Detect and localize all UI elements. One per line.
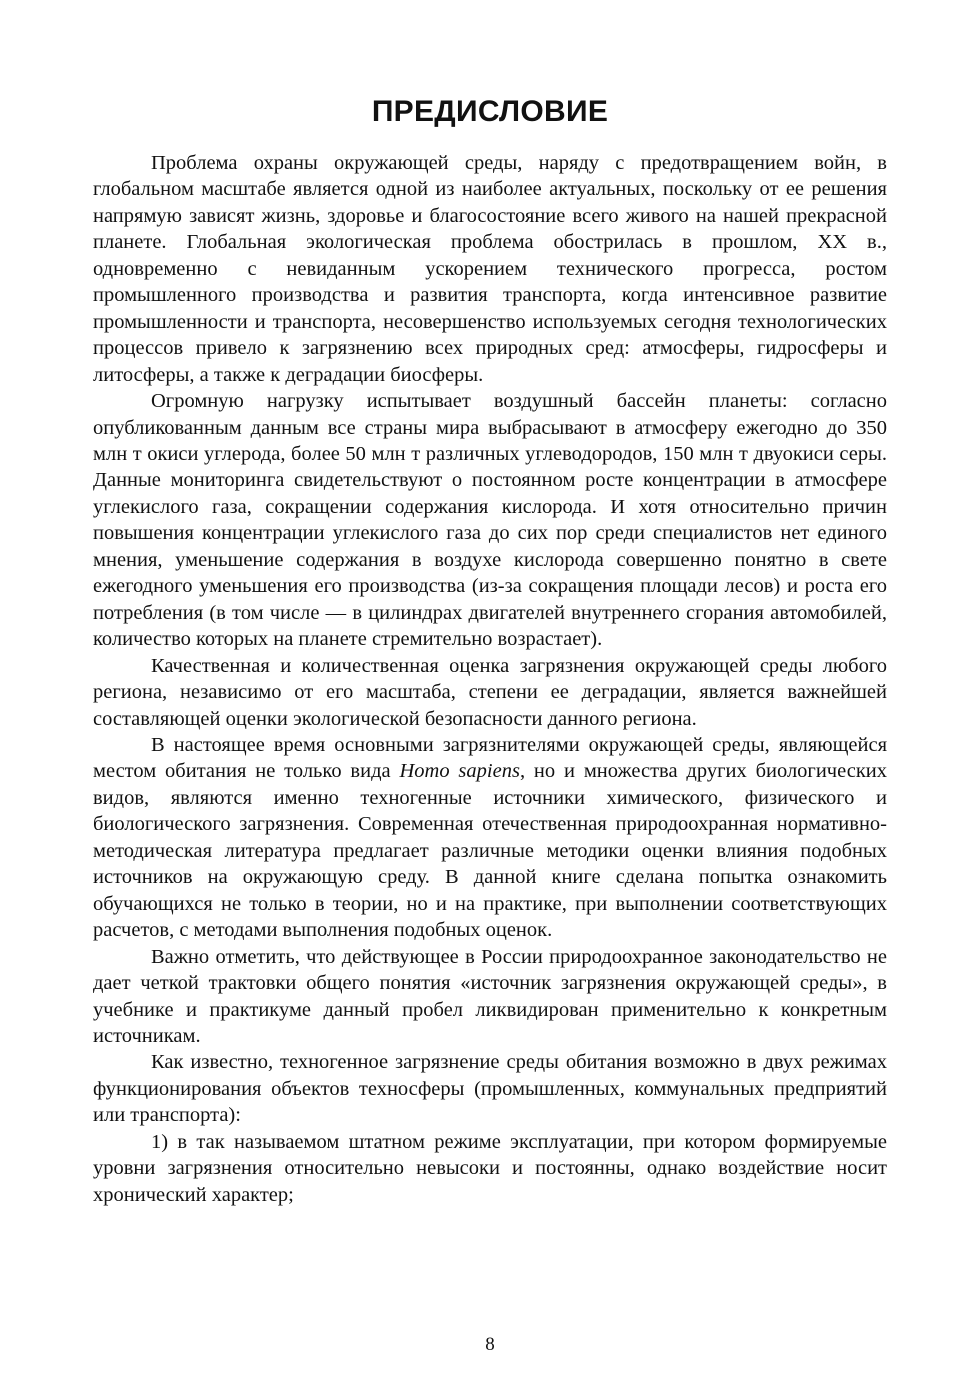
paragraph-2: Огромную нагрузку испытывает воздушный бассейн планеты: согласно опубликованным данным все страны мира выбрасывают в атмосферу ежегодно до 350 млн т окиси углерода, более 50 млн т различных углеводородов, 150 млн т двуокиси серы. Данные мониторинга свидетельствуют о постоянном росте концентрации в атмосфере углекислого газа, сокращении содержания кислорода. И хотя относительно причин повышения концентрации углекислого газа до сих пор среди специалистов нет единого мнения, уменьшение содержания в воздухе кислорода совершенно понятно в свете ежегодного уменьшения его производства (из-за сокращения площади лесов) и роста его потребления (в том числе — в цилиндрах двигателей внутреннего сгорания автомобилей, количество которых на планете стремительно возрастает). (93, 390, 887, 651)
paragraph-5: Важно отметить, что действующее в России природоохранное законодательство не дает четкой трактовки общего понятия «источник загрязнения окружающей среды», в учебнике и практикуме данный пробел ликвидирован применительно к конкретным источникам. (93, 945, 887, 1047)
paragraph-7: 1) в так называемом штатном режиме эксплуатации, при котором формируемые уровни загрязнения относительно невысоки и постоянны, однако воздействие носит хронический характер; (93, 1130, 887, 1206)
paragraph-4 (93, 732, 887, 944)
page-title: ПРЕДИСЛОВИЕ (371, 95, 609, 128)
species-name: Homo sapiens (399, 760, 520, 783)
body-text (93, 150, 887, 1208)
page-number: 8 (485, 1334, 495, 1355)
paragraph-3: Качественная и количественная оценка загрязнения окружающей среды любого региона, независимо от его масштаба, степени ее деградации, является важнейшей составляющей оценки экологической безопасности данного региона. (93, 654, 887, 730)
paragraph-6: Как известно, техногенное загрязнение среды обитания возможно в двух режимах функционирования объектов техносферы (промышленных, коммунальных предприятий или транспорта): (93, 1051, 887, 1127)
paragraph-4-after: , но и множества других биологических видов, являются именно техногенные источники химического, физического и биологического загрязнения. Современная отечественная природоохранная нормативно-методическая литература предлагает различные методики оценки влияния подобных источников на окружающую среду. В данной книге сделана попытка ознакомить обучающихся не только в теории, но и на практике, при выполнении соответствующих расчетов, с методами выполнения подобных оценок. (93, 760, 888, 942)
paragraph-4-before: В настоящее время основными загрязнителями окружающей среды, являющейся местом обитания не только вида (93, 733, 887, 783)
paragraph-1: Проблема охраны окружающей среды, наряду с предотвращением войн, в глобальном масштабе является одной из наиболее актуальных, поскольку от ее решения напрямую зависят жизнь, здоровье и благосостояние всего живого на нашей прекрасной планете. Глобальная экологическая проблема обострилась в прошлом, XX в., одновременно с невиданным ускорением технического прогресса, ростом промышленного производства и развития транспорта, когда интенсивное развитие промышленности и транспорта, несовершенство используемых сегодня технологических процессов привело к загрязнению всех природных сред: атмосферы, гидросферы и литосферы, а также к деградации биосферы. (93, 152, 887, 386)
document-page (93, 0, 887, 1386)
